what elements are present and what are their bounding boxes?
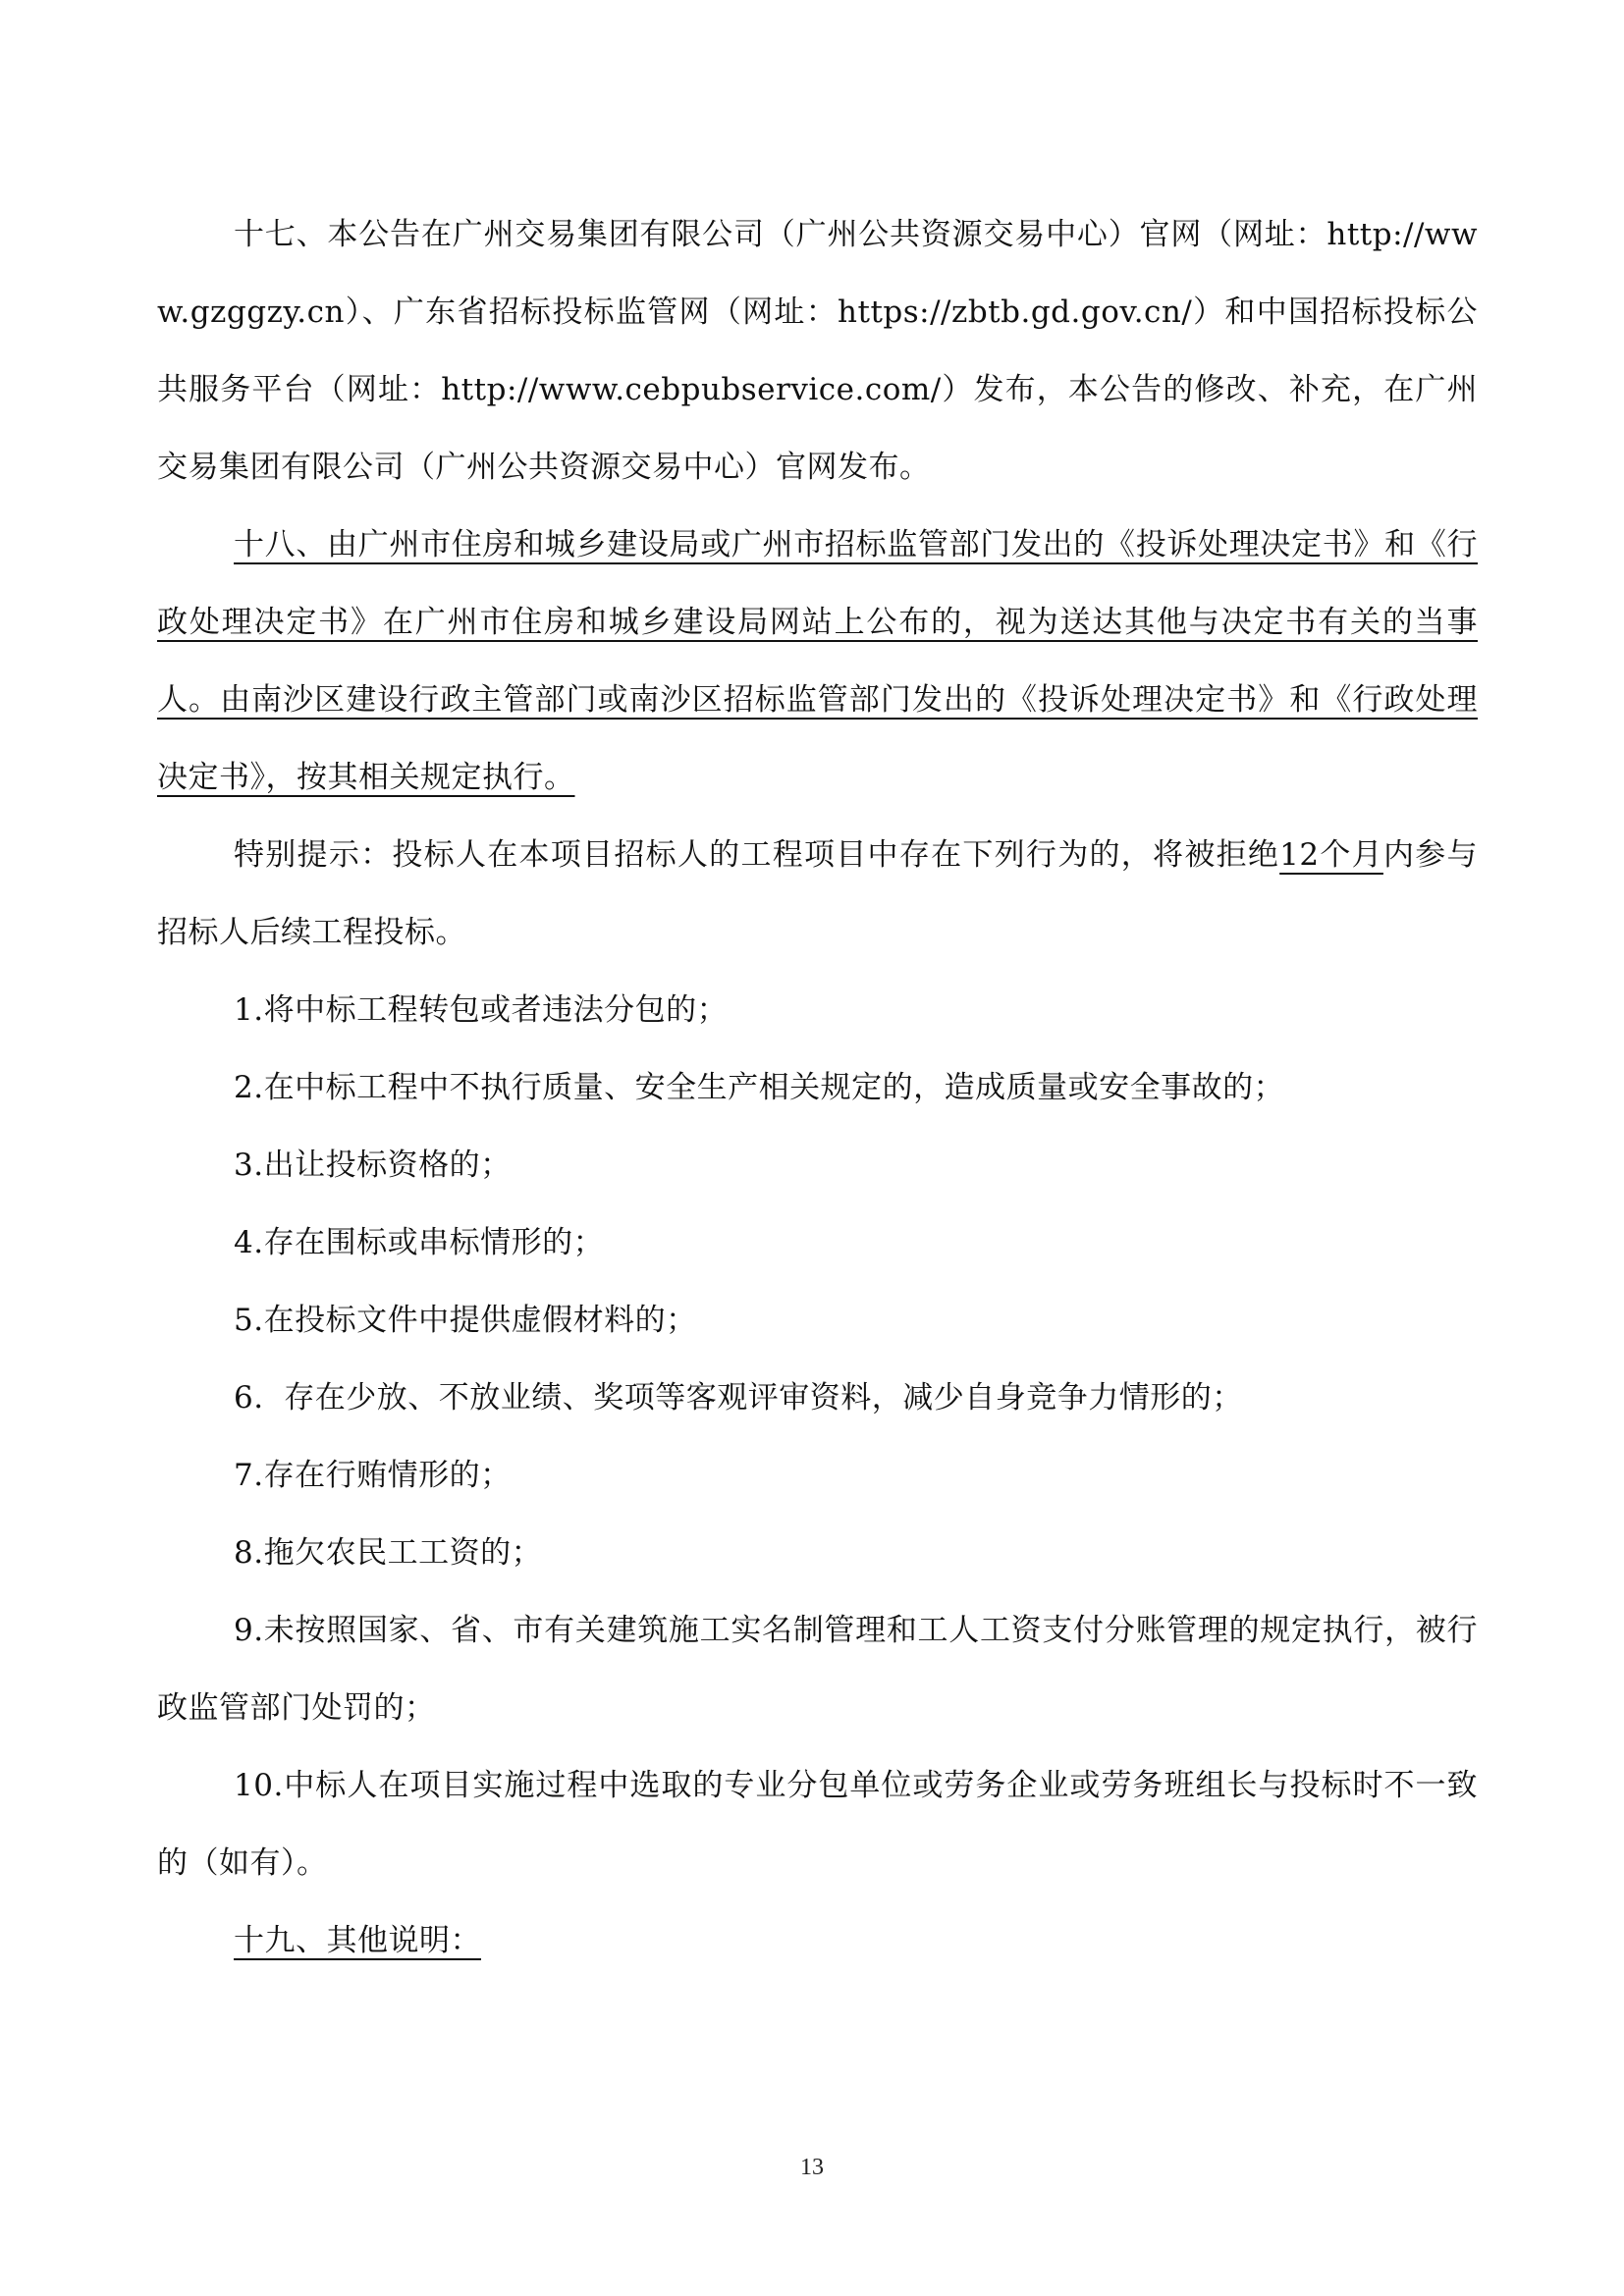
paragraph-17: 十七、本公告在广州交易集团有限公司（广州公共资源交易中心）官网（网址：http://www.gzggzy.cn）、广东省招标投标监管网（网址：https://zbtb.gd.gov.cn/）和中国招标投标公共服务平台（网址：http://www.cebpubservice.com/）发布，本公告的修改、补充，在广州交易集团有限公司（广州公共资源交易中心）官网发布。 (157, 217, 1478, 485)
special-notice-pre: 特别提示：投标人在本项目招标人的工程项目中存在下列行为的，将被拒绝 (234, 837, 1280, 873)
list-item: 9.未按照国家、省、市有关建筑施工实名制管理和工人工资支付分账管理的规定执行，被行政监管部门处罚的； (157, 1613, 1478, 1726)
document-body (157, 196, 1478, 1980)
paragraph-19-text: 十九、其他说明： (234, 1923, 481, 1958)
list-item: 8.拖欠农民工工资的； (234, 1535, 543, 1571)
list-item: 4.存在围标或串标情形的； (234, 1225, 605, 1260)
paragraph-19 (157, 1902, 1478, 1980)
list-item: 2.在中标工程中不执行质量、安全生产相关规定的，造成质量或安全事故的； (234, 1070, 1285, 1105)
special-notice-post: 内参与招标人后续工程投标。 (157, 837, 1478, 950)
paragraph-18 (157, 507, 1478, 817)
list-item: 3.出让投标资格的； (234, 1148, 512, 1183)
list-item: 6. 存在少放、不放业绩、奖项等客观评审资料，减少自身竞争力情形的； (234, 1380, 1243, 1415)
page-number: 13 (800, 2155, 824, 2180)
list-item: 10.中标人在项目实施过程中选取的专业分包单位或劳务企业或劳务班组长与投标时不一致的（如有）。 (157, 1768, 1478, 1881)
list-item: 5.在投标文件中提供虚假材料的； (234, 1303, 697, 1338)
paragraph-18-text: 十八、由广州市住房和城乡建设局或广州市招标监管部门发出的《投诉处理决定书》和《行政处理决定书》在广州市住房和城乡建设局网站上公布的，视为送达其他与决定书有关的当事人。由南沙区建设行政主管部门或南沙区招标监管部门发出的《投诉处理决定书》和《行政处理决定书》，按其相关规定执行。 (157, 527, 1478, 795)
list-item: 7.存在行贿情形的； (234, 1458, 512, 1493)
special-notice (157, 817, 1478, 972)
list-item: 1.将中标工程转包或者违法分包的； (234, 992, 729, 1028)
special-notice-period: 12个月 (1279, 837, 1383, 873)
